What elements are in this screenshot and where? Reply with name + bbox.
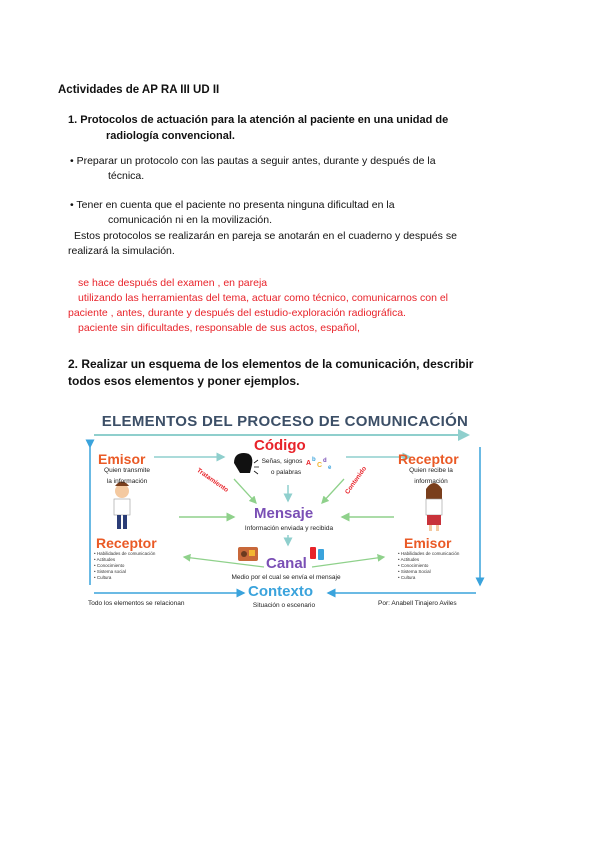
section2-title-line2: todos esos elementos y poner ejemplos.	[68, 374, 300, 388]
canal-label: Canal	[266, 555, 307, 572]
emisor-label: Emisor	[98, 451, 146, 467]
note-4: paciente sin dificultades, responsable de sus actos, español,	[78, 322, 360, 334]
receptor2-list	[94, 551, 174, 581]
contexto-label: Contexto	[248, 583, 313, 600]
emisor2-item: • Habilidades de comunicación	[398, 551, 460, 556]
note-2: utilizando las herramientas del tema, actuar como técnico, comunicarnos con el	[78, 292, 449, 304]
receptor2-item: • Actitudes	[94, 557, 116, 562]
svg-text:b: b	[312, 457, 316, 463]
emisor-desc-2: la información	[106, 478, 148, 485]
section1-title-line2: radiología convencional.	[106, 130, 235, 142]
contexto-desc: Situación o escenario	[252, 602, 316, 609]
protocol-paragraph	[68, 229, 508, 259]
communication-infographic	[84, 407, 486, 617]
section1-title	[68, 112, 488, 144]
codigo-desc-2: o palabras	[270, 469, 302, 476]
radio-icon	[238, 547, 258, 561]
bullet-2	[70, 198, 510, 228]
receptor2-item: • Conocimiento	[94, 563, 125, 568]
note-3: paciente , antes, durante y después del estudio-exploración radiográfica.	[68, 307, 406, 319]
section1-title-line1: 1. Protocolos de actuación para la atención al paciente en una unidad de	[68, 114, 449, 126]
emisor-person-icon	[114, 482, 130, 530]
receptor2-label: Receptor	[96, 535, 157, 551]
emisor-desc-1: Quien transmite	[104, 467, 150, 474]
svg-text:C: C	[317, 462, 323, 469]
receptor2-item: • Cultura	[94, 575, 112, 580]
section2-title-line1: 2. Realizar un esquema de los elementos de la comunicación, describir	[68, 357, 474, 371]
receptor2-item: • Habilidades de comunicación	[94, 551, 156, 556]
emisor2-label: Emisor	[404, 535, 452, 551]
mensaje-label: Mensaje	[254, 505, 314, 522]
bullet-1-line2: técnica.	[108, 170, 145, 182]
note-1: se hace después del examen , en pareja	[78, 277, 268, 289]
bullet-2-line1: • Tener en cuenta que el paciente no presenta ninguna dificultad en la	[70, 199, 395, 211]
paragraph-line1: Estos protocolos se realizarán en pareja se anotarán en el cuaderno y después se	[74, 230, 457, 242]
emisor2-item: • Sistema Social	[398, 569, 431, 574]
svg-text:A: A	[306, 460, 312, 467]
bullet-1	[70, 154, 510, 184]
footer-right: Por: Anabell Tinajero Aviles	[378, 600, 457, 607]
receptor-label: Receptor	[398, 451, 459, 467]
emisor2-item: • Actitudes	[398, 557, 420, 562]
contenido-label: Contenido	[343, 465, 369, 496]
paragraph-line2: realizará la simulación.	[68, 245, 175, 257]
mensaje-desc: Información enviada y recibida	[244, 525, 334, 532]
footer-left: Todo los elementos se relacionan	[88, 600, 185, 607]
bullet-1-line1: • Preparar un protocolo con las pautas a seguir antes, durante y después de la	[70, 155, 436, 167]
bullet-2-line2: comunicación ni en la movilización.	[108, 214, 272, 226]
svg-text:e: e	[328, 465, 332, 471]
receptor-person-icon	[426, 483, 442, 531]
infographic-title: ELEMENTOS DEL PROCESO DE COMUNICACIÓN	[101, 413, 469, 430]
codigo-desc-1: Señas, signos	[261, 458, 303, 465]
canal-desc: Medio por el cual se envía el mensaje	[231, 574, 341, 581]
section2-title	[68, 356, 488, 390]
receptor-desc-2: información	[414, 478, 448, 485]
svg-text:d: d	[323, 458, 327, 464]
page-header: Actividades de AP RA III UD II	[58, 84, 220, 96]
phone-icon	[310, 547, 324, 560]
codigo-label: Código	[254, 437, 306, 454]
emisor2-list	[398, 551, 478, 581]
red-notes	[68, 276, 508, 336]
tratamiento-label: Tratamiento	[195, 467, 230, 494]
emisor2-item: • Cultura	[398, 575, 416, 580]
receptor2-item: • Sistema social	[94, 569, 126, 574]
receptor-desc-1: Quien recibe la	[409, 467, 453, 474]
emisor2-item: • Conocimiento	[398, 563, 429, 568]
